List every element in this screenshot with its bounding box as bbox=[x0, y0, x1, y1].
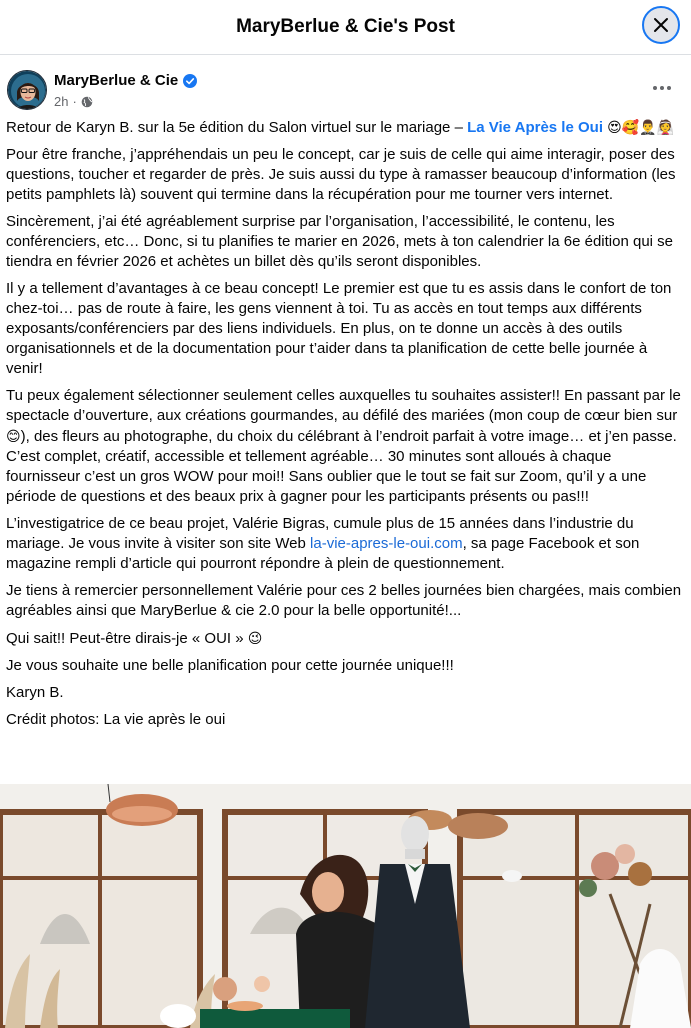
post-paragraph: Crédit photos: La vie après le oui bbox=[6, 711, 226, 728]
post-text-segment: Qui sait!! Peut-être dirais-je « OUI » bbox=[6, 630, 248, 647]
more-options-button[interactable] bbox=[647, 78, 677, 98]
post-paragraph bbox=[6, 514, 684, 574]
avatar-image bbox=[8, 71, 47, 110]
more-dot bbox=[667, 86, 671, 90]
post-text-segment: ), des fleurs au photographe, du choix du célébrant à l’endroit parfait à votre image… et j’en passe. C’est complet, créatif, accessible et tellement agréable… 30 minutes sont alloués à chaque fournisseur c’est un gros WOW pour moi!! Sans oublier que le tout se fait sur Zoom, qu’il y a une période de questions et des beaux prix à gagner pour les participants présents ou pas!!! bbox=[6, 428, 677, 505]
post-paragraph: Il y a tellement d’avantages à ce beau concept! Le premier est que tu es assis dans le confort de ton chez-toi… pas de route à faire, les gens viennent à toi. Tu as accès en tout temps aux différents exposants/conférenciers par des liens individuels. En plus, on te donne un accès à des outils organisationnels et de la documentation pour t’aider dans ta planification de cette belle journée à venir! bbox=[6, 280, 672, 377]
post-paragraph: Karyn B. bbox=[6, 684, 64, 701]
globe-icon bbox=[81, 96, 93, 108]
post-time[interactable]: 2h bbox=[54, 94, 69, 109]
post-dialog-header bbox=[0, 0, 691, 55]
avatar[interactable] bbox=[7, 70, 47, 110]
meta-separator: · bbox=[72, 94, 77, 109]
author-name[interactable] bbox=[54, 72, 197, 89]
post-text-segment: Tu peux également sélectionner seulement celles auxquelles tu souhaites assister!! En passant par le spectacle d’ouverture, aux créations gourmandes, au défilé des mariées (mon coup de cœur bien sur bbox=[6, 387, 681, 424]
smile-emoji: 😊 bbox=[6, 428, 21, 444]
post-paragraph bbox=[6, 386, 684, 507]
post-text bbox=[0, 117, 691, 730]
post-photo[interactable] bbox=[0, 784, 691, 1028]
post-paragraph: Je vous souhaite une belle planification pour cette journée unique!!! bbox=[6, 657, 454, 674]
verified-badge-icon bbox=[183, 74, 197, 88]
emoji-group: 😍🥰🤵‍♂️👰 bbox=[607, 119, 675, 135]
dialog-title: MaryBerlue & Cie's Post bbox=[236, 16, 455, 37]
post-paragraph bbox=[6, 628, 684, 649]
page-link-la-vie-apres-le-oui[interactable]: La Vie Après le Oui bbox=[467, 119, 603, 136]
website-link[interactable]: la-vie-apres-le-oui.com bbox=[310, 535, 463, 552]
more-options-icon bbox=[653, 86, 657, 90]
post-paragraph: Pour être franche, j’appréhendais un peu le concept, car je suis de celle qui aime interagir, poser des questions, toucher et regarder de près. Je suis aussi du type à ramasser beaucoup d’information (les petits pamphlets là) souvent qui termine dans la récupération pour me tourner vers internet. bbox=[6, 146, 676, 203]
close-icon bbox=[653, 17, 669, 33]
wink-emoji: 😉 bbox=[247, 630, 263, 646]
post-photo-image bbox=[0, 784, 691, 1028]
post-text-segment: L’investigatrice de ce beau projet, Valérie Bigras, cumule plus de 15 années dans l’industrie du mariage. Je vous invite à visiter son site Web bbox=[6, 515, 634, 552]
post-text-segment: Retour de Karyn B. sur la 5e édition du Salon virtuel sur le mariage – bbox=[6, 119, 468, 136]
close-button[interactable] bbox=[642, 6, 680, 44]
post-meta bbox=[54, 94, 93, 109]
more-dot bbox=[660, 86, 664, 90]
post-author-row bbox=[0, 70, 691, 116]
post-paragraph bbox=[6, 117, 684, 138]
author-name-text[interactable]: MaryBerlue & Cie bbox=[54, 72, 179, 89]
post-paragraph: Je tiens à remercier personnellement Valérie pour ces 2 belles journées bien chargées, mais combien agréables ainsi que MaryBerlue & cie 2.0 pour la belle opportunité!... bbox=[6, 582, 682, 619]
post-text-segment: , sa page Facebook et son magazine rempli d’article qui pourront répondre à plein de questionnement. bbox=[6, 535, 640, 572]
post-paragraph: Sincèrement, j’ai été agréablement surprise par l’organisation, l’accessibilité, le contenu, les conférenciers, etc… Donc, si tu planifies te marier en 2026, mets à ton calendrier la 6e édition qui se tiendra en février 2026 et achètes un billet dès qu’ils seront disponibles. bbox=[6, 213, 674, 270]
